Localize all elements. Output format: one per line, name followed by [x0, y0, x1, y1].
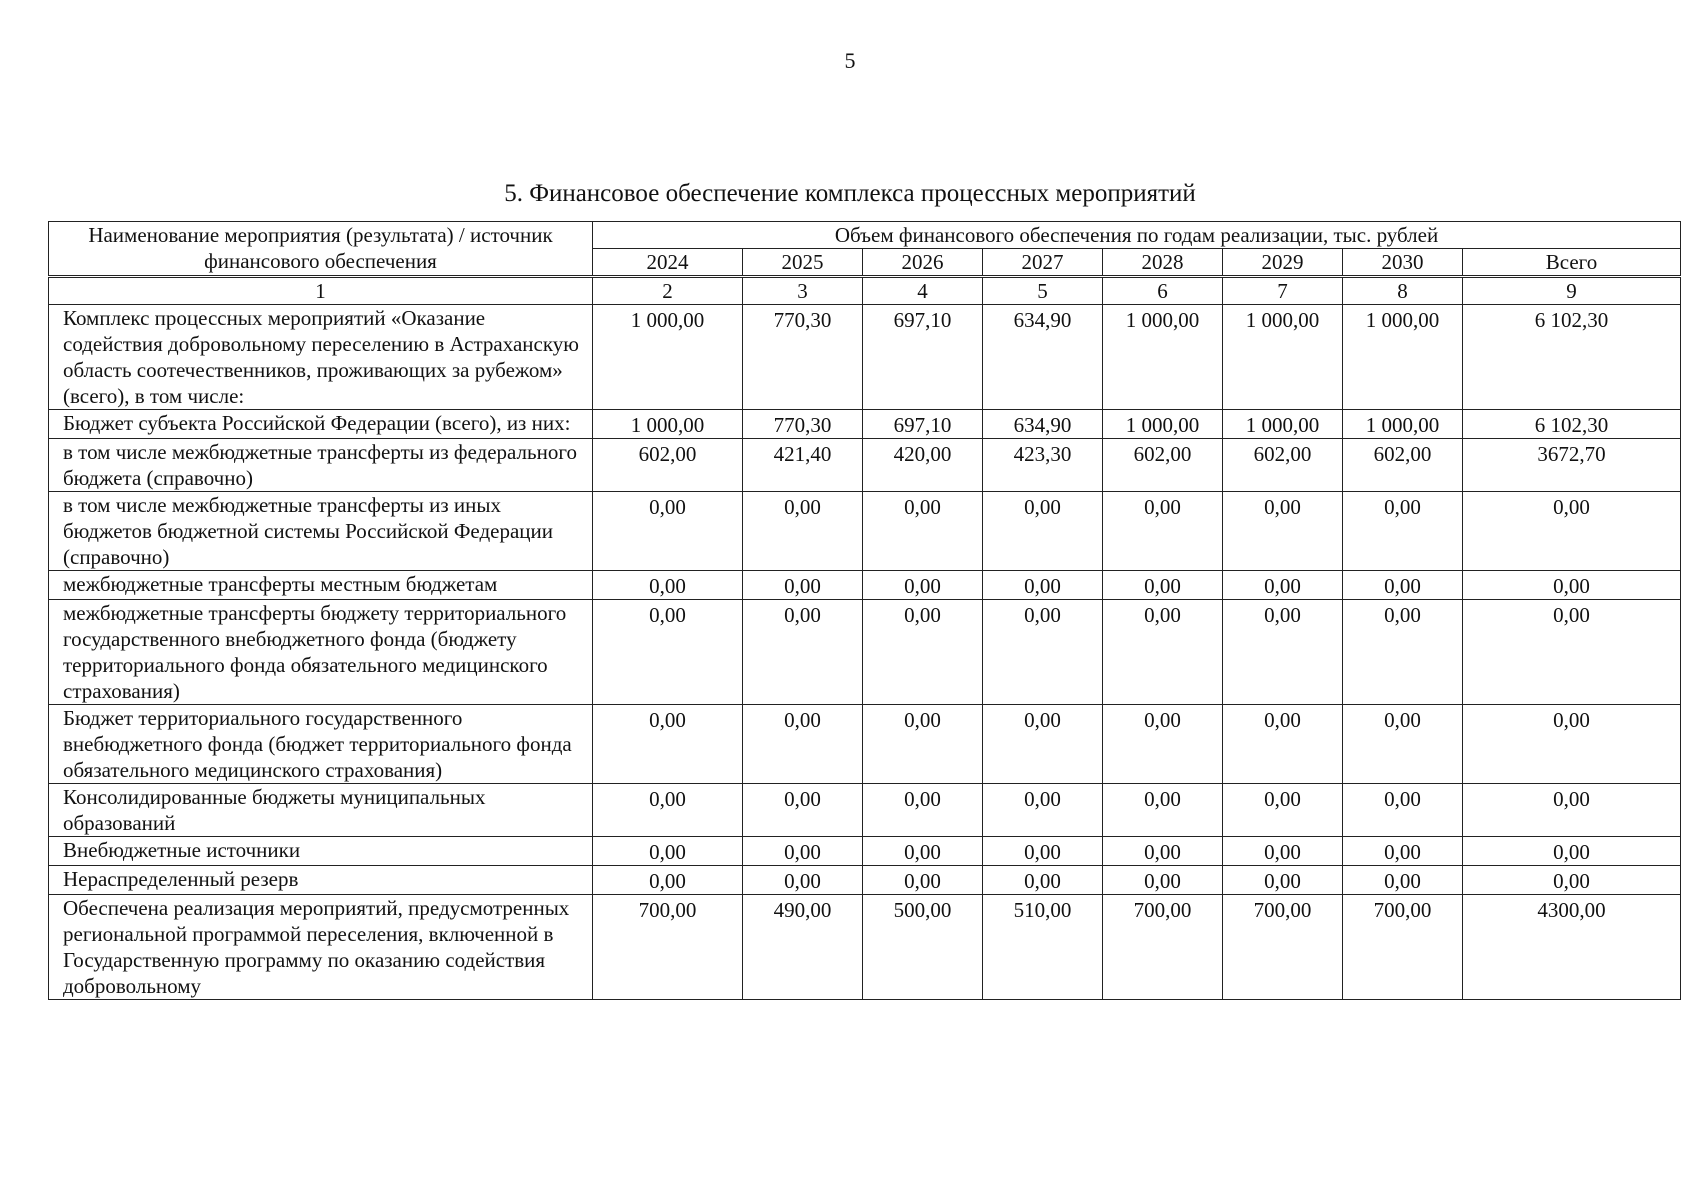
- row-value-cell: 0,00: [1343, 837, 1463, 866]
- row-value-cell: 423,30: [983, 439, 1103, 492]
- row-value-cell: 1 000,00: [1103, 410, 1223, 439]
- row-value-cell: 0,00: [983, 866, 1103, 895]
- row-value-cell: 0,00: [1343, 600, 1463, 705]
- row-value-cell: 0,00: [863, 784, 983, 837]
- row-name-cell: межбюджетные трансферты местным бюджетам: [49, 571, 593, 600]
- header-total-cell: Всего: [1463, 249, 1681, 277]
- row-value-cell: 0,00: [1343, 784, 1463, 837]
- row-value-cell: 0,00: [863, 492, 983, 571]
- row-value-cell: 0,00: [983, 784, 1103, 837]
- row-name-cell: в том числе межбюджетные трансферты из федерального бюджета (справочно): [49, 439, 593, 492]
- header-year-cell: 2028: [1103, 249, 1223, 277]
- page-number: 5: [844, 48, 856, 73]
- column-numbers-row: [49, 277, 1681, 305]
- row-value-cell: 1 000,00: [1343, 410, 1463, 439]
- table-header: [49, 222, 1681, 277]
- row-value-cell: 0,00: [1223, 492, 1343, 571]
- row-value-cell: 1 000,00: [593, 305, 743, 410]
- header-year-cell: 2024: [593, 249, 743, 277]
- row-value-cell: 602,00: [593, 439, 743, 492]
- row-value-cell: 0,00: [1103, 600, 1223, 705]
- row-value-cell: 1 000,00: [1223, 410, 1343, 439]
- row-value-cell: 0,00: [1103, 784, 1223, 837]
- table-row: [49, 895, 1681, 1000]
- row-value-cell: 0,00: [743, 866, 863, 895]
- row-value-cell: 0,00: [593, 837, 743, 866]
- header-year-cell: 2030: [1343, 249, 1463, 277]
- row-value-cell: 0,00: [983, 600, 1103, 705]
- header-year-cell: 2027: [983, 249, 1103, 277]
- row-value-cell: 0,00: [863, 837, 983, 866]
- row-value-cell: 0,00: [1223, 705, 1343, 784]
- row-name-cell: Внебюджетные источники: [49, 837, 593, 866]
- row-total-cell: 0,00: [1463, 492, 1681, 571]
- row-value-cell: 0,00: [1103, 837, 1223, 866]
- row-value-cell: 0,00: [983, 492, 1103, 571]
- row-value-cell: 0,00: [593, 492, 743, 571]
- row-value-cell: 0,00: [743, 837, 863, 866]
- row-total-cell: 0,00: [1463, 837, 1681, 866]
- row-name-cell: Нераспределенный резерв: [49, 866, 593, 895]
- column-number-cell: 3: [743, 277, 863, 305]
- table-row: [49, 705, 1681, 784]
- row-value-cell: 0,00: [593, 784, 743, 837]
- row-value-cell: 0,00: [1223, 571, 1343, 600]
- row-value-cell: 0,00: [1223, 837, 1343, 866]
- row-value-cell: 700,00: [1343, 895, 1463, 1000]
- row-value-cell: 420,00: [863, 439, 983, 492]
- row-name-cell: в том числе межбюджетные трансферты из иных бюджетов бюджетной системы Российской Федерации (справочно): [49, 492, 593, 571]
- row-value-cell: 0,00: [983, 571, 1103, 600]
- row-value-cell: 0,00: [1223, 600, 1343, 705]
- row-value-cell: 0,00: [743, 784, 863, 837]
- row-total-cell: 3672,70: [1463, 439, 1681, 492]
- row-value-cell: 634,90: [983, 305, 1103, 410]
- row-total-cell: 0,00: [1463, 600, 1681, 705]
- row-value-cell: 770,30: [743, 410, 863, 439]
- row-value-cell: 0,00: [743, 571, 863, 600]
- row-total-cell: 0,00: [1463, 705, 1681, 784]
- header-year-cell: 2029: [1223, 249, 1343, 277]
- row-value-cell: 0,00: [1223, 866, 1343, 895]
- row-value-cell: 0,00: [743, 705, 863, 784]
- row-value-cell: 0,00: [983, 837, 1103, 866]
- row-value-cell: 510,00: [983, 895, 1103, 1000]
- table-row: [49, 571, 1681, 600]
- row-total-cell: 6 102,30: [1463, 305, 1681, 410]
- row-value-cell: 0,00: [1103, 492, 1223, 571]
- row-value-cell: 500,00: [863, 895, 983, 1000]
- row-value-cell: 697,10: [863, 305, 983, 410]
- row-name-cell: Бюджет территориального государственного внебюджетного фонда (бюджет территориального фонда обязательного медицинского страхования): [49, 705, 593, 784]
- column-number-cell: 9: [1463, 277, 1681, 305]
- table-body: [49, 277, 1681, 1000]
- table-row: [49, 866, 1681, 895]
- row-value-cell: 0,00: [1103, 866, 1223, 895]
- row-name-cell: Консолидированные бюджеты муниципальных образований: [49, 784, 593, 837]
- row-value-cell: 700,00: [1103, 895, 1223, 1000]
- column-number-cell: 2: [593, 277, 743, 305]
- row-value-cell: 0,00: [863, 705, 983, 784]
- row-value-cell: 1 000,00: [1343, 305, 1463, 410]
- row-value-cell: 0,00: [593, 705, 743, 784]
- row-value-cell: 697,10: [863, 410, 983, 439]
- row-value-cell: 0,00: [863, 600, 983, 705]
- row-value-cell: 0,00: [593, 571, 743, 600]
- row-value-cell: 0,00: [1343, 866, 1463, 895]
- column-number-cell: 5: [983, 277, 1103, 305]
- row-value-cell: 0,00: [863, 866, 983, 895]
- row-value-cell: 700,00: [593, 895, 743, 1000]
- row-name-cell: Бюджет субъекта Российской Федерации (всего), из них:: [49, 410, 593, 439]
- column-number-cell: 6: [1103, 277, 1223, 305]
- row-value-cell: 0,00: [593, 866, 743, 895]
- row-value-cell: 0,00: [1103, 571, 1223, 600]
- header-year-cell: 2026: [863, 249, 983, 277]
- column-number-cell: 7: [1223, 277, 1343, 305]
- table-row: [49, 410, 1681, 439]
- row-value-cell: 0,00: [1343, 705, 1463, 784]
- header-year-cell: 2025: [743, 249, 863, 277]
- section-title: 5. Финансовое обеспечение комплекса процессных мероприятий: [504, 179, 1196, 207]
- header-name-cell: Наименование мероприятия (результата) / источник финансового обеспечения: [49, 222, 593, 277]
- row-value-cell: 0,00: [1343, 492, 1463, 571]
- row-value-cell: 490,00: [743, 895, 863, 1000]
- row-total-cell: 0,00: [1463, 866, 1681, 895]
- row-total-cell: 6 102,30: [1463, 410, 1681, 439]
- table-row: [49, 439, 1681, 492]
- row-value-cell: 602,00: [1223, 439, 1343, 492]
- row-value-cell: 0,00: [983, 705, 1103, 784]
- row-value-cell: 0,00: [863, 571, 983, 600]
- row-value-cell: 421,40: [743, 439, 863, 492]
- row-total-cell: 4300,00: [1463, 895, 1681, 1000]
- financing-table: [48, 221, 1681, 1000]
- row-value-cell: 1 000,00: [1103, 305, 1223, 410]
- table-row: [49, 837, 1681, 866]
- row-value-cell: 634,90: [983, 410, 1103, 439]
- table-row: [49, 305, 1681, 410]
- row-value-cell: 0,00: [1223, 784, 1343, 837]
- table-row: [49, 600, 1681, 705]
- row-total-cell: 0,00: [1463, 571, 1681, 600]
- row-name-cell: Комплекс процессных мероприятий «Оказание содействия добровольному переселению в Астраханскую область соотечественников, проживающих за рубежом» (всего), в том числе:: [49, 305, 593, 410]
- row-value-cell: 602,00: [1103, 439, 1223, 492]
- row-value-cell: 700,00: [1223, 895, 1343, 1000]
- row-value-cell: 1 000,00: [593, 410, 743, 439]
- row-value-cell: 0,00: [743, 600, 863, 705]
- header-volume-cell: Объем финансового обеспечения по годам реализации, тыс. рублей: [593, 222, 1681, 249]
- table-row: [49, 492, 1681, 571]
- table-row: [49, 784, 1681, 837]
- column-number-cell: 1: [49, 277, 593, 305]
- row-value-cell: 0,00: [1343, 571, 1463, 600]
- row-value-cell: 0,00: [1103, 705, 1223, 784]
- row-value-cell: 0,00: [593, 600, 743, 705]
- column-number-cell: 4: [863, 277, 983, 305]
- row-value-cell: 770,30: [743, 305, 863, 410]
- column-number-cell: 8: [1343, 277, 1463, 305]
- row-name-cell: межбюджетные трансферты бюджету территориального государственного внебюджетного фонда (бюджету территориального фонда обязательного медицинского страхования): [49, 600, 593, 705]
- row-value-cell: 1 000,00: [1223, 305, 1343, 410]
- row-value-cell: 602,00: [1343, 439, 1463, 492]
- row-value-cell: 0,00: [743, 492, 863, 571]
- row-total-cell: 0,00: [1463, 784, 1681, 837]
- row-name-cell: Обеспечена реализация мероприятий, предусмотренных региональной программой переселения, включенной в Государственную программу по оказанию содействия добровольному: [49, 895, 593, 1000]
